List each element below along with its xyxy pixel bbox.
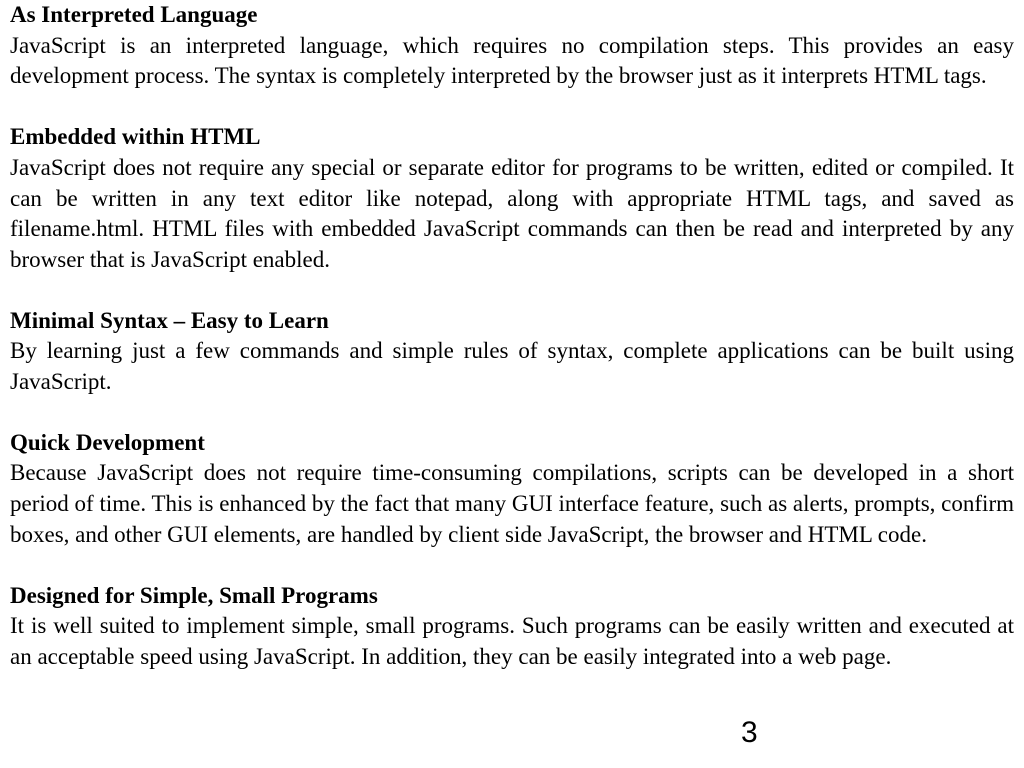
section-embedded-html (10, 122, 1014, 276)
section-heading: Quick Development (10, 429, 205, 455)
section-paragraph: By learning just a few commands and simple rules of syntax, complete applications can be built using JavaScript. (10, 338, 1014, 395)
section-minimal-syntax (10, 306, 1014, 398)
section-simple-programs (10, 581, 1014, 673)
section-quick-development (10, 428, 1014, 551)
section-heading: Designed for Simple, Small Programs (10, 582, 378, 608)
section-heading: Minimal Syntax – Easy to Learn (10, 307, 329, 333)
section-paragraph: JavaScript is an interpreted language, which requires no compilation steps. This provides an easy development process. The syntax is completely interpreted by the browser just as it interprets HTML tags. (10, 32, 1014, 89)
section-paragraph: It is well suited to implement simple, small programs. Such programs can be easily written and executed at an acceptable speed using JavaScript. In addition, they can be easily integrated into a web page. (10, 613, 1014, 669)
page-number: 3 (741, 716, 758, 749)
section-interpreted-language (10, 0, 1014, 92)
section-paragraph: Because JavaScript does not require time-consuming compilations, scripts can be developed in a short period of time. This is enhanced by the fact that many GUI interface feature, such as alerts, prompts, confirm boxes, and other GUI elements, are handled by client side JavaScript, the browser and HTML code. (10, 460, 1014, 547)
section-heading: Embedded within HTML (10, 124, 261, 150)
section-heading: As Interpreted Language (10, 2, 258, 27)
section-paragraph: JavaScript does not require any special or separate editor for programs to be written, edited or compiled. It can be written in any text editor like notepad, along with appropriate HTML tags, and saved as filename.html. HTML files with embedded JavaScript commands can then be read and interpreted by any browser that is JavaScript enabled. (10, 154, 1014, 272)
